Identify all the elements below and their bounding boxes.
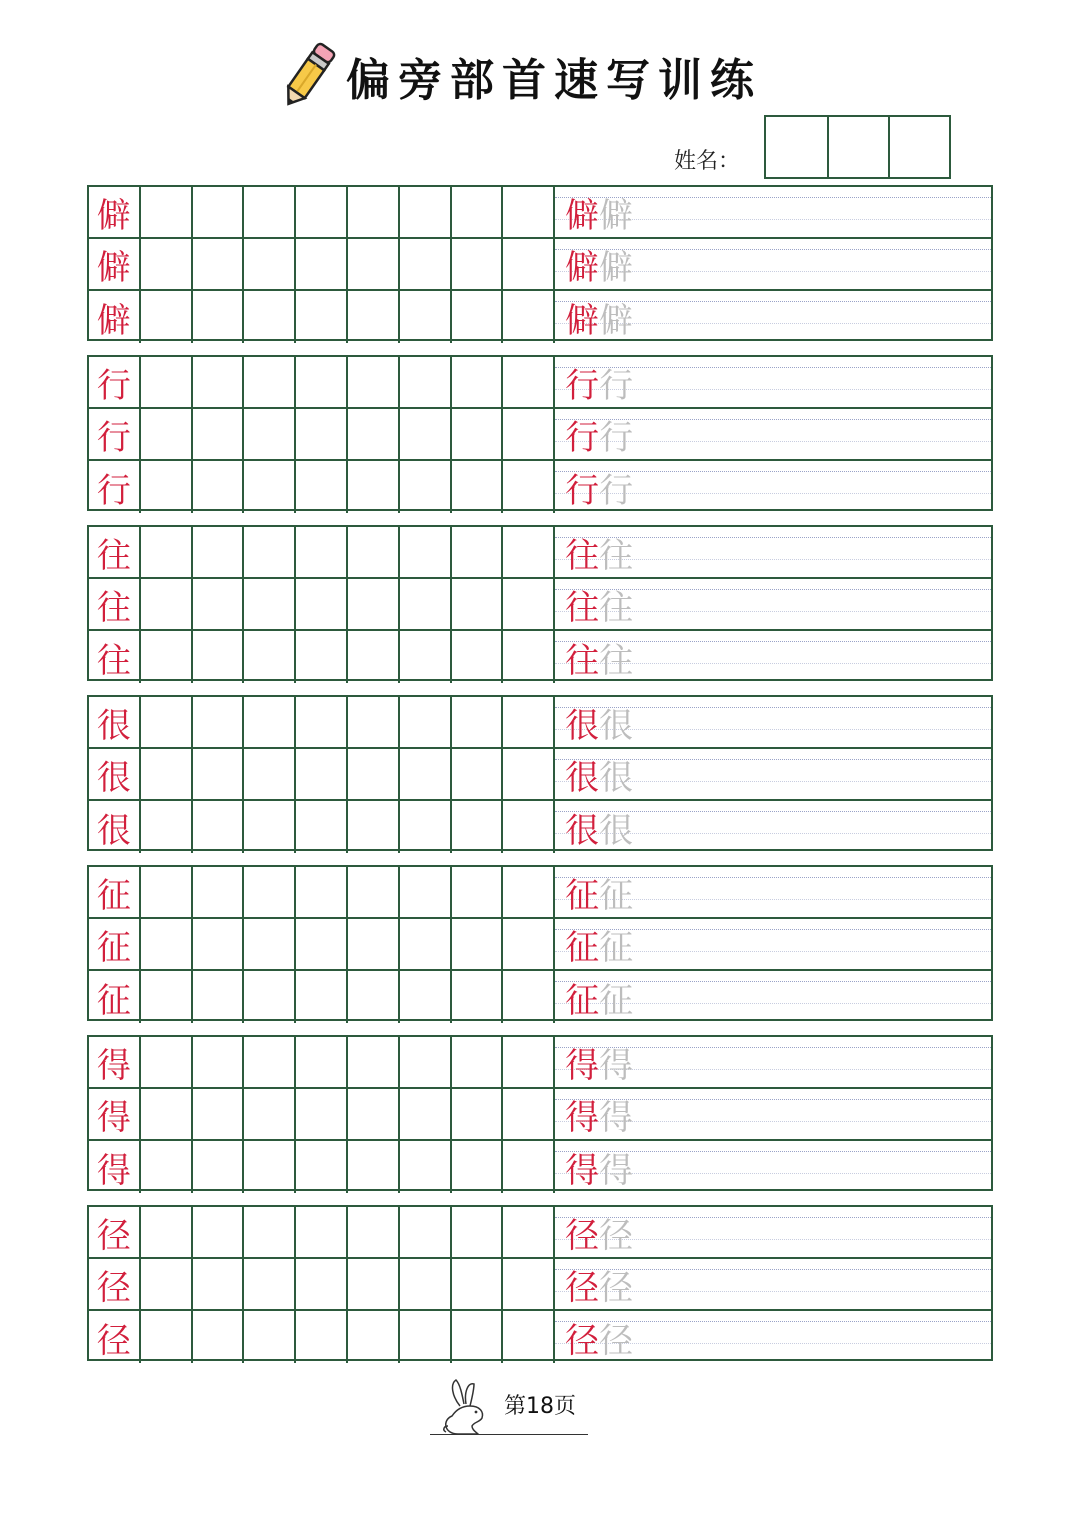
page-title: 偏旁部首速写训练 — [346, 55, 762, 106]
practice-cell[interactable] — [503, 461, 555, 513]
page-footer — [430, 1372, 590, 1442]
practice-cell[interactable] — [296, 461, 348, 513]
trace-line[interactable] — [555, 579, 991, 629]
practice-cell[interactable] — [244, 919, 296, 969]
trace-guide-char: 僻 — [599, 195, 634, 236]
practice-cell[interactable] — [452, 867, 504, 917]
trace-guide-char: 行 — [599, 470, 634, 511]
practice-cell[interactable] — [348, 1089, 400, 1139]
practice-cell[interactable] — [348, 579, 400, 629]
practice-cell[interactable] — [503, 801, 555, 853]
trace-line[interactable] — [555, 749, 991, 799]
practice-cell[interactable] — [141, 1141, 193, 1193]
practice-cell[interactable] — [348, 749, 400, 799]
practice-row — [89, 1207, 991, 1259]
model-char: 往 — [89, 527, 141, 577]
practice-row — [89, 801, 991, 853]
practice-cell[interactable] — [193, 1037, 245, 1087]
practice-cell[interactable] — [296, 1141, 348, 1193]
practice-cell[interactable] — [244, 749, 296, 799]
practice-cell[interactable] — [503, 919, 555, 969]
practice-cell[interactable] — [503, 749, 555, 799]
practice-cell[interactable] — [141, 409, 193, 459]
trace-model-char: 往 — [565, 640, 600, 681]
trace-model-char: 僻 — [565, 300, 600, 341]
practice-cell[interactable] — [141, 357, 193, 407]
trace-guide-char: 征 — [599, 980, 634, 1021]
practice-cell[interactable] — [400, 1311, 452, 1363]
practice-row — [89, 1311, 991, 1363]
practice-cell[interactable] — [452, 461, 504, 513]
name-box[interactable] — [888, 117, 949, 177]
practice-cell[interactable] — [400, 749, 452, 799]
practice-cell[interactable] — [296, 1207, 348, 1257]
practice-cell[interactable] — [193, 461, 245, 513]
practice-cell[interactable] — [244, 357, 296, 407]
practice-cell[interactable] — [503, 357, 555, 407]
practice-row — [89, 1259, 991, 1311]
model-char: 僻 — [89, 291, 141, 343]
practice-row — [89, 239, 991, 291]
practice-cell[interactable] — [193, 527, 245, 577]
practice-cell[interactable] — [503, 239, 555, 289]
trace-line[interactable] — [555, 971, 991, 1023]
trace-guide-char: 行 — [599, 417, 634, 458]
trace-line[interactable] — [555, 1037, 991, 1087]
practice-cell[interactable] — [452, 239, 504, 289]
practice-cell[interactable] — [141, 919, 193, 969]
trace-model-char: 往 — [565, 535, 600, 576]
model-char: 很 — [89, 749, 141, 799]
practice-cell[interactable] — [400, 919, 452, 969]
practice-cell[interactable] — [141, 867, 193, 917]
practice-cell[interactable] — [296, 579, 348, 629]
practice-cell[interactable] — [141, 801, 193, 853]
practice-cell[interactable] — [244, 1207, 296, 1257]
practice-cell[interactable] — [452, 801, 504, 853]
model-char: 径 — [89, 1259, 141, 1309]
practice-cell[interactable] — [141, 631, 193, 683]
practice-cell[interactable] — [503, 1089, 555, 1139]
trace-line[interactable] — [555, 1207, 991, 1257]
practice-cell[interactable] — [400, 697, 452, 747]
practice-cell[interactable] — [296, 187, 348, 237]
practice-cell[interactable] — [244, 1037, 296, 1087]
practice-cell[interactable] — [296, 697, 348, 747]
practice-cell[interactable] — [452, 291, 504, 343]
practice-row — [89, 579, 991, 631]
practice-cell[interactable] — [141, 697, 193, 747]
practice-cell[interactable] — [452, 579, 504, 629]
trace-line[interactable] — [555, 919, 991, 969]
practice-cell[interactable] — [348, 291, 400, 343]
practice-cell[interactable] — [400, 579, 452, 629]
practice-cell[interactable] — [452, 1141, 504, 1193]
practice-cell[interactable] — [348, 187, 400, 237]
practice-cell[interactable] — [244, 1259, 296, 1309]
trace-line[interactable] — [555, 1141, 991, 1193]
practice-cell[interactable] — [296, 239, 348, 289]
practice-cell[interactable] — [193, 971, 245, 1023]
practice-row — [89, 971, 991, 1023]
trace-guide-char: 得 — [599, 1150, 634, 1191]
practice-cell[interactable] — [244, 527, 296, 577]
practice-cell[interactable] — [400, 801, 452, 853]
practice-row — [89, 1089, 991, 1141]
trace-line[interactable] — [555, 1311, 991, 1363]
practice-row — [89, 187, 991, 239]
practice-row — [89, 631, 991, 683]
trace-guide-char: 很 — [599, 757, 634, 798]
trace-line[interactable] — [555, 409, 991, 459]
practice-cell[interactable] — [244, 291, 296, 343]
trace-guide-char: 得 — [599, 1097, 634, 1138]
practice-cell[interactable] — [193, 1141, 245, 1193]
practice-cell[interactable] — [503, 1141, 555, 1193]
practice-cell[interactable] — [400, 291, 452, 343]
practice-row — [89, 409, 991, 461]
practice-cell[interactable] — [348, 239, 400, 289]
model-char: 很 — [89, 697, 141, 747]
practice-cell[interactable] — [193, 631, 245, 683]
practice-cell[interactable] — [452, 527, 504, 577]
practice-cell[interactable] — [400, 527, 452, 577]
practice-row — [89, 527, 991, 579]
practice-cell[interactable] — [452, 1037, 504, 1087]
practice-cell[interactable] — [348, 801, 400, 853]
practice-cell[interactable] — [503, 291, 555, 343]
practice-cell[interactable] — [503, 697, 555, 747]
trace-line[interactable] — [555, 867, 991, 917]
char-group — [87, 1205, 993, 1361]
trace-guide-char: 僻 — [599, 247, 634, 288]
practice-cell[interactable] — [296, 919, 348, 969]
practice-cell[interactable] — [193, 801, 245, 853]
footer-divider — [430, 1434, 588, 1435]
model-char: 得 — [89, 1141, 141, 1193]
practice-cell[interactable] — [400, 1141, 452, 1193]
trace-model-char: 径 — [565, 1215, 600, 1256]
practice-cell[interactable] — [193, 1207, 245, 1257]
practice-cell[interactable] — [296, 749, 348, 799]
trace-guide-char: 僻 — [599, 300, 634, 341]
practice-cell[interactable] — [452, 1207, 504, 1257]
practice-cell[interactable] — [503, 1037, 555, 1087]
model-char: 行 — [89, 409, 141, 459]
practice-cell[interactable] — [348, 971, 400, 1023]
practice-cell[interactable] — [193, 1089, 245, 1139]
trace-model-char: 僻 — [565, 195, 600, 236]
trace-model-char: 征 — [565, 980, 600, 1021]
model-char: 往 — [89, 579, 141, 629]
trace-model-char: 往 — [565, 587, 600, 628]
trace-model-char: 行 — [565, 470, 600, 511]
practice-cell[interactable] — [244, 579, 296, 629]
practice-cell[interactable] — [244, 631, 296, 683]
trace-guide-char: 往 — [599, 587, 634, 628]
practice-cell[interactable] — [452, 1089, 504, 1139]
model-char: 得 — [89, 1089, 141, 1139]
trace-guide-char: 得 — [599, 1045, 634, 1086]
practice-cell[interactable] — [296, 527, 348, 577]
trace-guide-char: 径 — [599, 1267, 634, 1308]
practice-cell[interactable] — [400, 631, 452, 683]
trace-line[interactable] — [555, 187, 991, 237]
practice-cell[interactable] — [193, 239, 245, 289]
practice-row — [89, 919, 991, 971]
practice-cell[interactable] — [141, 971, 193, 1023]
practice-cell[interactable] — [348, 1259, 400, 1309]
practice-cell[interactable] — [244, 867, 296, 917]
model-char: 行 — [89, 357, 141, 407]
practice-row — [89, 1141, 991, 1193]
practice-cell[interactable] — [348, 697, 400, 747]
practice-cell[interactable] — [400, 1259, 452, 1309]
practice-cell[interactable] — [503, 187, 555, 237]
practice-cell[interactable] — [296, 357, 348, 407]
practice-cell[interactable] — [348, 867, 400, 917]
practice-cell[interactable] — [452, 357, 504, 407]
practice-row — [89, 1037, 991, 1089]
trace-line[interactable] — [555, 357, 991, 407]
trace-line[interactable] — [555, 801, 991, 853]
name-box[interactable] — [766, 117, 827, 177]
model-char: 往 — [89, 631, 141, 683]
practice-cell[interactable] — [503, 867, 555, 917]
trace-model-char: 很 — [565, 757, 600, 798]
practice-cell[interactable] — [400, 357, 452, 407]
practice-cell[interactable] — [296, 291, 348, 343]
practice-cell[interactable] — [348, 1141, 400, 1193]
practice-cell[interactable] — [141, 1311, 193, 1363]
practice-cell[interactable] — [296, 631, 348, 683]
model-char: 征 — [89, 971, 141, 1023]
practice-cell[interactable] — [296, 1089, 348, 1139]
practice-cell[interactable] — [244, 1089, 296, 1139]
practice-cell[interactable] — [452, 187, 504, 237]
practice-cell[interactable] — [141, 461, 193, 513]
practice-cell[interactable] — [400, 1207, 452, 1257]
trace-guide-char: 行 — [599, 365, 634, 406]
practice-cell[interactable] — [141, 1089, 193, 1139]
practice-cell[interactable] — [244, 187, 296, 237]
trace-model-char: 行 — [565, 417, 600, 458]
practice-cell[interactable] — [296, 1311, 348, 1363]
char-group — [87, 355, 993, 511]
name-label: 姓名： — [674, 149, 741, 174]
practice-cell[interactable] — [141, 527, 193, 577]
practice-cell[interactable] — [348, 1037, 400, 1087]
practice-cell[interactable] — [400, 461, 452, 513]
model-char: 僻 — [89, 239, 141, 289]
trace-guide-char: 径 — [599, 1215, 634, 1256]
model-char: 很 — [89, 801, 141, 853]
practice-cell[interactable] — [193, 357, 245, 407]
trace-model-char: 得 — [565, 1045, 600, 1086]
trace-guide-char: 很 — [599, 810, 634, 851]
practice-cell[interactable] — [296, 971, 348, 1023]
trace-guide-char: 征 — [599, 875, 634, 916]
char-group — [87, 865, 993, 1021]
trace-model-char: 征 — [565, 875, 600, 916]
practice-cell[interactable] — [400, 187, 452, 237]
practice-row — [89, 357, 991, 409]
trace-line[interactable] — [555, 1089, 991, 1139]
practice-cell[interactable] — [348, 919, 400, 969]
practice-cell[interactable] — [141, 187, 193, 237]
practice-cell[interactable] — [193, 919, 245, 969]
practice-cell[interactable] — [452, 1259, 504, 1309]
practice-cell[interactable] — [193, 697, 245, 747]
practice-cell[interactable] — [400, 971, 452, 1023]
practice-cell[interactable] — [244, 1141, 296, 1193]
trace-model-char: 很 — [565, 810, 600, 851]
model-char: 僻 — [89, 187, 141, 237]
practice-cell[interactable] — [244, 697, 296, 747]
page-header — [0, 30, 1080, 120]
trace-model-char: 僻 — [565, 247, 600, 288]
practice-cell[interactable] — [503, 1207, 555, 1257]
trace-model-char: 得 — [565, 1097, 600, 1138]
practice-cell[interactable] — [503, 1311, 555, 1363]
name-field[interactable] — [764, 115, 951, 179]
practice-cell[interactable] — [141, 1037, 193, 1087]
trace-model-char: 径 — [565, 1267, 600, 1308]
trace-line[interactable] — [555, 697, 991, 747]
practice-cell[interactable] — [503, 1259, 555, 1309]
practice-cell[interactable] — [348, 527, 400, 577]
practice-cell[interactable] — [452, 919, 504, 969]
practice-cell[interactable] — [348, 1207, 400, 1257]
practice-cell[interactable] — [193, 579, 245, 629]
name-box[interactable] — [827, 117, 888, 177]
practice-cell[interactable] — [244, 971, 296, 1023]
practice-row — [89, 749, 991, 801]
trace-guide-char: 往 — [599, 535, 634, 576]
practice-cell[interactable] — [348, 1311, 400, 1363]
practice-cell[interactable] — [244, 239, 296, 289]
trace-line[interactable] — [555, 1259, 991, 1309]
practice-cell[interactable] — [296, 409, 348, 459]
practice-cell[interactable] — [452, 631, 504, 683]
practice-row — [89, 291, 991, 343]
char-group — [87, 695, 993, 851]
practice-cell[interactable] — [141, 239, 193, 289]
practice-cell[interactable] — [193, 1259, 245, 1309]
trace-guide-char: 往 — [599, 640, 634, 681]
practice-cell[interactable] — [141, 749, 193, 799]
practice-cell[interactable] — [348, 631, 400, 683]
practice-cell[interactable] — [296, 801, 348, 853]
char-group — [87, 185, 993, 341]
practice-cell[interactable] — [193, 409, 245, 459]
practice-cell[interactable] — [141, 1207, 193, 1257]
practice-cell[interactable] — [452, 749, 504, 799]
practice-cell[interactable] — [141, 291, 193, 343]
practice-cell[interactable] — [244, 801, 296, 853]
practice-cell[interactable] — [141, 1259, 193, 1309]
practice-cell[interactable] — [503, 579, 555, 629]
practice-row — [89, 697, 991, 749]
practice-cell[interactable] — [348, 357, 400, 407]
trace-line[interactable] — [555, 461, 991, 513]
practice-cell[interactable] — [503, 409, 555, 459]
page-number: 第18页 — [504, 1394, 576, 1419]
practice-cell[interactable] — [348, 409, 400, 459]
trace-model-char: 径 — [565, 1320, 600, 1361]
practice-cell[interactable] — [244, 409, 296, 459]
practice-cell[interactable] — [452, 697, 504, 747]
practice-cell[interactable] — [452, 1311, 504, 1363]
trace-guide-char: 征 — [599, 927, 634, 968]
model-char: 得 — [89, 1037, 141, 1087]
practice-cell[interactable] — [244, 1311, 296, 1363]
trace-model-char: 征 — [565, 927, 600, 968]
practice-row — [89, 867, 991, 919]
practice-cell[interactable] — [400, 1037, 452, 1087]
char-group — [87, 1035, 993, 1191]
char-group — [87, 525, 993, 681]
practice-cell[interactable] — [296, 1259, 348, 1309]
model-char: 征 — [89, 919, 141, 969]
practice-cell[interactable] — [503, 631, 555, 683]
trace-model-char: 很 — [565, 705, 600, 746]
practice-cell[interactable] — [193, 187, 245, 237]
practice-cell[interactable] — [141, 579, 193, 629]
practice-cell[interactable] — [348, 461, 400, 513]
model-char: 径 — [89, 1311, 141, 1363]
practice-cell[interactable] — [244, 461, 296, 513]
model-char: 行 — [89, 461, 141, 513]
pencil-icon — [276, 40, 340, 112]
practice-cell[interactable] — [452, 409, 504, 459]
practice-cell[interactable] — [400, 409, 452, 459]
practice-cell[interactable] — [400, 1089, 452, 1139]
practice-cell[interactable] — [400, 867, 452, 917]
practice-grid — [87, 185, 993, 1375]
practice-cell[interactable] — [193, 1311, 245, 1363]
model-char: 征 — [89, 867, 141, 917]
practice-cell[interactable] — [296, 1037, 348, 1087]
practice-cell[interactable] — [503, 971, 555, 1023]
trace-line[interactable] — [555, 631, 991, 683]
practice-row — [89, 461, 991, 513]
model-char: 径 — [89, 1207, 141, 1257]
rabbit-icon — [438, 1376, 496, 1438]
practice-cell[interactable] — [296, 867, 348, 917]
trace-line[interactable] — [555, 527, 991, 577]
trace-line[interactable] — [555, 239, 991, 289]
trace-line[interactable] — [555, 291, 991, 343]
trace-guide-char: 很 — [599, 705, 634, 746]
practice-cell[interactable] — [400, 239, 452, 289]
trace-guide-char: 径 — [599, 1320, 634, 1361]
practice-cell[interactable] — [193, 867, 245, 917]
trace-model-char: 行 — [565, 365, 600, 406]
practice-cell[interactable] — [452, 971, 504, 1023]
practice-cell[interactable] — [193, 749, 245, 799]
practice-cell[interactable] — [193, 291, 245, 343]
practice-cell[interactable] — [503, 527, 555, 577]
trace-model-char: 得 — [565, 1150, 600, 1191]
